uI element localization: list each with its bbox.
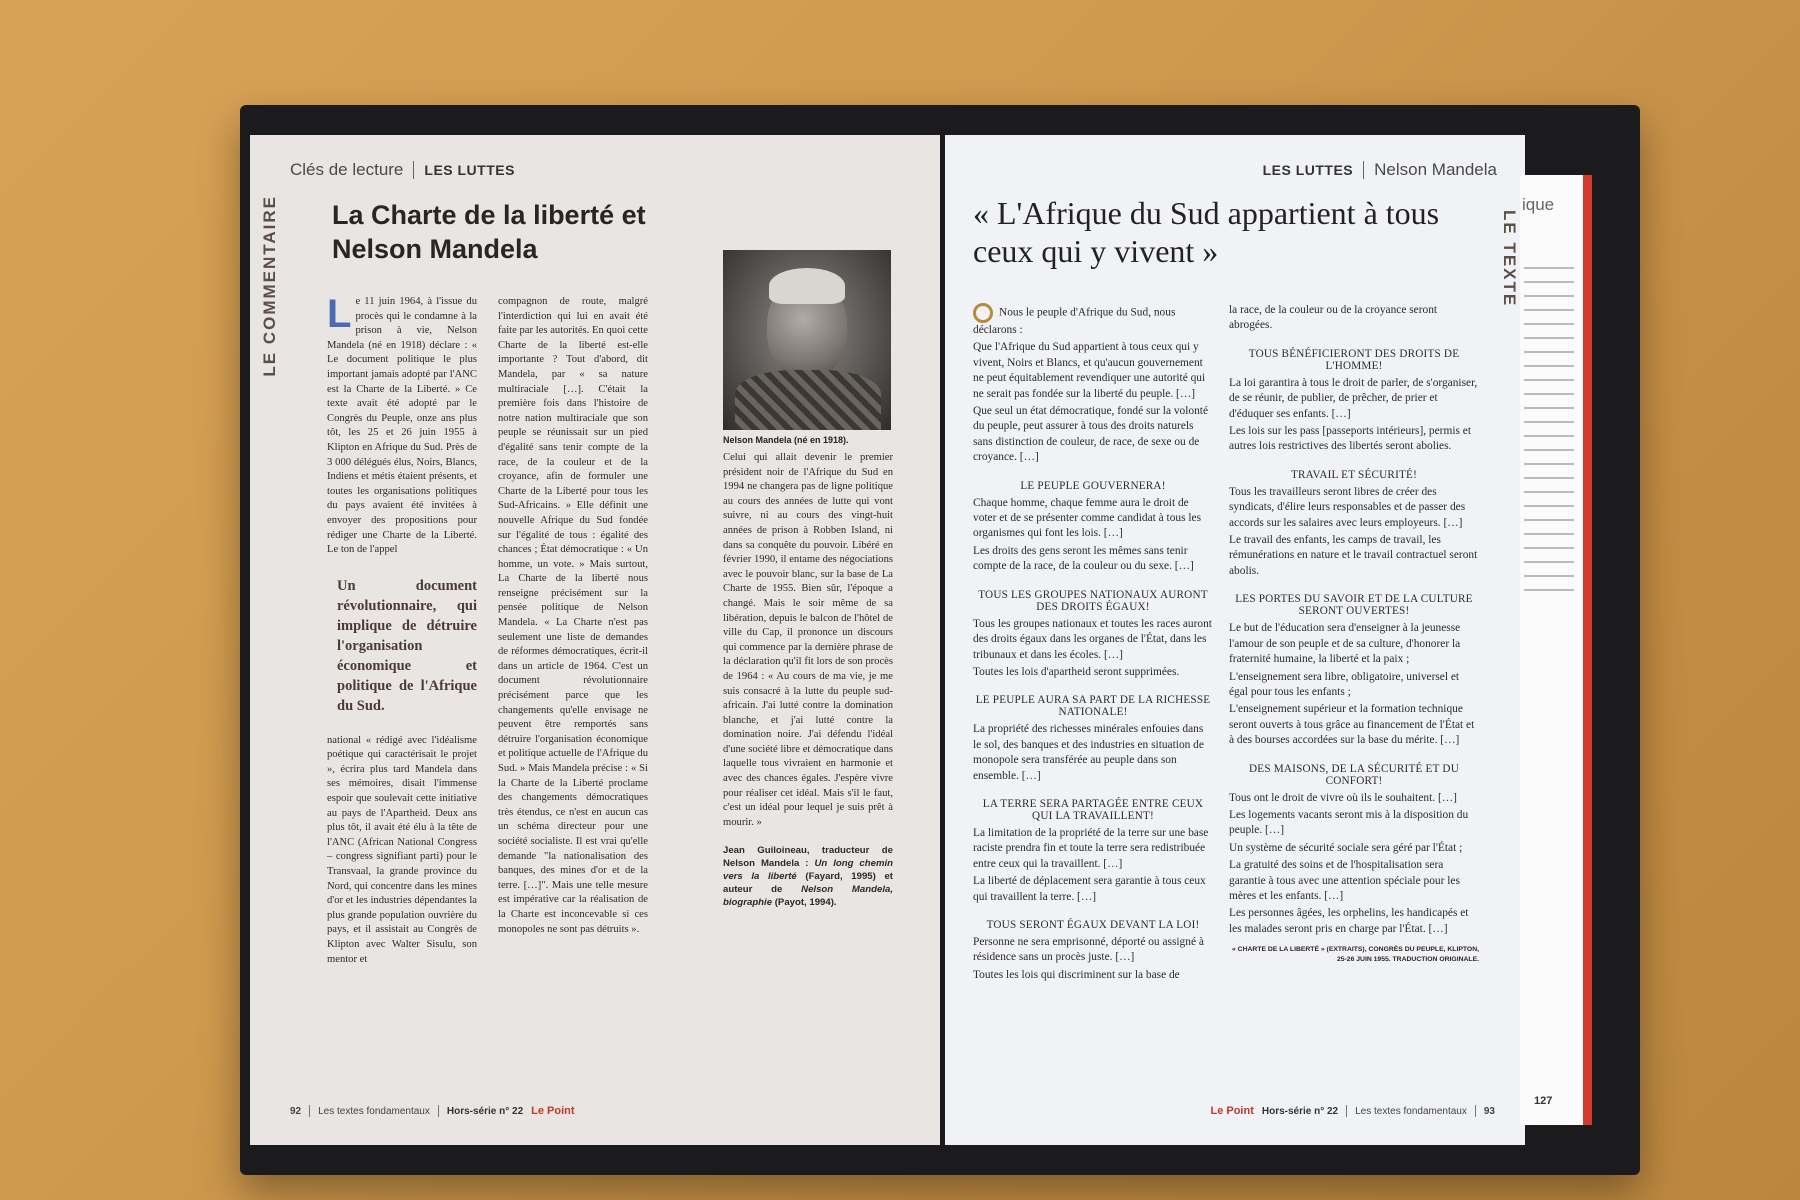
vertical-section-label: LE COMMENTAIRE (260, 195, 279, 377)
header-separator (413, 161, 414, 179)
credit-end: (Payot, 1994). (774, 897, 837, 909)
article-title: La Charte de la liberté et Nelson Mandela (332, 200, 646, 264)
charter-paragraph: La loi garantira à tous le droit de parler, de s'organiser, de se réunir, de publier, de prêcher, de prier et d'éduquer ses enfants. […] (1229, 376, 1478, 420)
charter-paragraph: la race, de la couleur ou de la croyance seront abrogées. (1229, 304, 1438, 332)
charter-paragraph: Toutes les lois qui discriminent sur la base de (973, 968, 1180, 981)
charter-paragraph: Tous les travailleurs seront libres de créer des syndicats, d'élire leurs responsables et de passer des accords sur les salaires avec leurs employeurs. […] (1229, 485, 1466, 529)
charter-paragraph: Personne ne sera emprisonné, déporté ou assigné à résidence sans un procès juste. […] (973, 935, 1204, 964)
column-3-text: Celui qui allait devenir le premier président noir de l'Afrique du Sud en 1994 ne changera pas de ligne politique au cours des années de lutte qui vont suivre, ni au cours des vingt-huit années de prison à Robben Island, ni dans sa conquête du pouvoir. Libéré en février 1990, il entame des négociations avec le pouvoir blanc, sur la base de La Charte de 1955. Bien sûr, l'époque a changé. Mais le soir même de sa libération, depuis le balcon de l'hôtel de ville du Cap, il prononce un discours qui commence par la dernière phrase de la déclaration qu'il fit lors de son procès de 1964 : « Au cours de ma vie, je me suis consacré à la lutte du peuple sud-africain. J'ai lutté contre la domination blanche, et j'ai lutté contre la domination noire. J'ai défendu l'idéal d'une société libre et démocratique dans laquelle tous vivraient en harmonie et avec des chances égales. J'espère vivre pour réaliser cet idéal. Mais s'il le faut, c'est un idéal pour lequel je suis prêt à mourir. » (723, 452, 893, 828)
header-separator (1363, 161, 1364, 179)
charter-paragraph: Les personnes âgées, les orphelins, les handicapés et les malades seront pris en charge par l'État. […] (1229, 907, 1469, 935)
footer-series: Les textes fondamentaux (318, 1105, 430, 1117)
ring-ornament-icon (973, 303, 993, 323)
next-page-header-fragment: ique (1522, 195, 1555, 214)
header-section: LES LUTTES (424, 162, 515, 178)
charter-paragraph: Que l'Afrique du Sud appartient à tous ceux qui y vivent, Noirs et Blancs, et qu'aucun gouvernement ne peut équitablement revendiquer une autorité qui ne serait pas fondée sur la liberté du peuple. […] (973, 341, 1206, 400)
charter-subheading: LE PEUPLE AURA SA PART DE LA RICHESSE NATIONALE! (975, 694, 1211, 719)
mandela-portrait (723, 250, 891, 430)
charter-paragraph: L'enseignement supérieur et la formation technique seront ouverts à tous grâce au financement de l'État et à des bourses accordées sur la base du mérite. […] (1229, 703, 1475, 747)
credit-book-2: Nelson Mandela, biographie (723, 884, 893, 909)
charter-paragraph: La limitation de la propriété de la terre sur une base raciste prendra fin et toute la terre sera redistribuée entre ceux qui la travaillent. […] (973, 826, 1209, 870)
credit-book-1: Un long chemin vers la liberté (723, 858, 893, 883)
author-credit (723, 844, 893, 909)
right-page (945, 135, 1525, 1145)
column-1-intro: e 11 juin 1964, à l'issue du procès qui le condamne à la prison à vie, Nelson Mandela (né en 1918) déclare : « Le document politique le plus important jamais adopté par l'ANC est la Charte de la Liberté. » Ce texte avait été adopté par le Congrès du Peuple, onze ans plus tôt, les 25 et 26 juin 1955 à Klipton en Afrique du Sud. Près de 3 000 délégués élus, Noirs, Blancs, Indiens et métis étaient présents, et toutes les organisations politiques du pays avaient été invitées à envoyer des propositions pour rédiger une Charte de la Liberté. Le ton de l'appel (327, 296, 477, 556)
charter-paragraph: Les lois sur les pass [passeports intérieurs], permis et autres lois restrictives des libertés seront abolies. (1229, 425, 1472, 453)
charter-paragraph: Le but de l'éducation sera d'enseigner à la jeunesse l'amour de son peuple et de sa culture, d'honorer la fraternité humaine, la liberté et la paix ; (1229, 622, 1461, 666)
left-page-footer (290, 1105, 575, 1117)
charter-title-quote: « L'Afrique du Sud appartient à tous ceux qui y vivent » (973, 195, 1440, 269)
credit-mid: (Fayard, 1995) et auteur de (723, 871, 893, 896)
charter-source: « CHARTE DE LA LIBERTÉ » (EXTRAITS), CONGRÈS DU PEUPLE, KLIPTON, 25-26 JUIN 1955. TRADUCTION ORIGINALE. (1232, 946, 1479, 964)
footer-separator (309, 1105, 310, 1117)
next-page-edge (1520, 175, 1592, 1125)
charter-paragraph: Les droits des gens seront les mêmes sans tenir compte de la race, de la couleur ou du sexe. […] (973, 544, 1194, 573)
portrait-hair (769, 268, 845, 304)
drop-cap: L (327, 292, 352, 336)
portrait-shirt (735, 370, 881, 430)
charter-subheading: TOUS LES GROUPES NATIONAUX AURONT DES DROITS ÉGAUX! (978, 588, 1208, 613)
footer-issue: Hors-série n° 22 (446, 1105, 524, 1117)
footer-brand: Le Point (1210, 1105, 1254, 1117)
charter-paragraph: Le travail des enfants, les camps de travail, les rémunérations en nature et le travail contractuel seront abolis. (1229, 534, 1478, 577)
charter-subheading: DES MAISONS, DE LA SÉCURITÉ ET DU CONFORT! (1249, 762, 1459, 787)
next-page-text-lines (1524, 255, 1574, 603)
charter-subheading: TRAVAIL ET SÉCURITÉ! (1290, 468, 1418, 481)
charter-subheading: TOUS SERONT ÉGAUX DEVANT LA LOI! (986, 918, 1200, 931)
column-1-rest: national « rédigé avec l'idéalisme poétique qui caractérisait le projet », écrira plus tard Mandela dans ses mémoires, disait l'immense espoir que soulevait cette initiative au pays de l'Apartheid. Deux ans plus tôt, il avait été élu à la tête de l'ANC (African National Congress – congress signifiant parti) pour le Transvaal, la grande province du Nord, qui concentre dans les mines d'or et les industries dépendantes la plus grande population ouvrière du pays, et il assistait au Congrès de Klipton avec Walter Sisulu, son mentor et (327, 734, 477, 965)
charter-paragraph: L'enseignement sera libre, obligatoire, universel et égal pour tous les enfants ; (1229, 670, 1460, 698)
charter-intro: Nous le peuple d'Afrique du Sud, nous déclarons : (973, 306, 1176, 336)
charter-paragraph: La propriété des richesses minérales enfouies dans le sol, des banques et des industries en situation de monopole sera transférée au peuple dans son ensemble. […] (973, 723, 1204, 782)
charter-paragraph: Que seul un état démocratique, fondé sur la volonté du peuple, peut assurer à tous des droits naturels sans distinction de couleur, de race, de sexe ou de croyance. […] (973, 405, 1209, 464)
charter-paragraph: Tous les groupes nationaux et toutes les races auront des droits égaux dans les organes de l'État, dans les tribunaux et dans les écoles. […] (973, 617, 1212, 661)
left-page (250, 135, 940, 1145)
charter-subheading: LA TERRE SERA PARTAGÉE ENTRE CEUX QUI LA TRAVAILLENT! (982, 797, 1204, 822)
charter-paragraph: Les logements vacants seront mis à la disposition du peuple. […] (1229, 808, 1469, 837)
footer-issue: Hors-série n° 22 (1261, 1105, 1339, 1117)
charter-subheading: LES PORTES DU SAVOIR ET DE LA CULTURE SERONT OUVERTES! (1235, 593, 1473, 618)
right-page-header (973, 160, 1497, 180)
header-prefix: Clés de lecture (290, 160, 404, 179)
page-number: 93 (1483, 1105, 1495, 1117)
right-page-footer (1210, 1105, 1495, 1117)
left-page-header (290, 160, 916, 180)
photo-caption: Nelson Mandela (né en 1918). (723, 435, 849, 445)
charter-paragraph: Un système de sécurité sociale sera géré par l'État ; (1229, 841, 1463, 854)
charter-paragraph: Toutes les lois d'apartheid seront supprimées. (973, 665, 1180, 678)
charter-subheading: TOUS BÉNÉFICIERONT DES DROITS DE L'HOMME! (1248, 347, 1460, 372)
charter-paragraph: La gratuité des soins et de l'hospitalisation sera garantie à tous avec une attention spéciale pour les mères et les enfants. […] (1229, 859, 1460, 902)
charter-paragraph: Chaque homme, chaque femme aura le droit de voter et de se présenter comme candidat à tous les organismes qui font les lois. […] (973, 496, 1202, 540)
footer-series: Les textes fondamentaux (1355, 1105, 1467, 1117)
pull-quote: Un document révolutionnaire, qui implique de détruire l'organisation économique et politique de l'Afrique du Sud. (337, 577, 477, 714)
charter-column-2 (1229, 303, 1479, 965)
charter-subheading: LE PEUPLE GOUVERNERA! (1020, 479, 1166, 492)
credit-name: Jean Guiloineau, traducteur de Nelson Mandela : (723, 845, 893, 870)
article-column-1 (327, 292, 477, 967)
vertical-section-label: LE TEXTE (1500, 210, 1519, 308)
page-number: 92 (290, 1105, 302, 1117)
charter-paragraph: La liberté de déplacement sera garantie à tous ceux qui travaillent la terre. […] (973, 875, 1206, 903)
header-section: LES LUTTES (1262, 162, 1354, 178)
charter-paragraph: Tous ont le droit de vivre où ils le souhaitent. […] (1229, 791, 1457, 804)
article-column-3 (723, 451, 893, 909)
footer-brand: Le Point (531, 1105, 575, 1117)
footer-separator (438, 1105, 439, 1117)
footer-separator (1346, 1105, 1347, 1117)
next-page-number: 127 (1534, 1095, 1553, 1107)
article-column-2: compagnon de route, malgré l'interdiction qui lui en avait été faite par les autorités. En quoi cette Charte de la liberté est-elle importante ? Tout d'abord, dit Mandela, par « sa nature multiraciale […]. C'était la première fois dans l'histoire de notre nation multiraciale que son peuple se réunissait sur un pied d'égalité sans tenir compte de la race, de la couleur et de la croyance, afin de formuler une Charte de la Liberté pour tous les Sud-Africains. » Elle définit une nouvelle Afrique du Sud fondée sur l'égalité de tous : égalité des chances ; État démocratique : « Un homme, un vote. » Mais surtout, La Charte de la liberté nous renseigne précisément sur la pensée politique de Nelson Mandela. « La Charte n'est pas seulement une liste de demandes de réformes démocratiques, écrit-il dans un article de 1964. C'est un document révolutionnaire précisément parce que les changements qu'elle envisage ne peuvent être remportés sans détruire l'organisation économique et politique actuelle de l'Afrique du Sud. » Mais Mandela précise : « Si la Charte de la Liberté proclame des changements démocratiques très étendus, ce n'est en aucun cas un schéma directeur pour une société socialiste. Il est vrai qu'elle demande "la nationalisation des banques, des mines d'or et de la terre. […]". Mais une telle mesure est impérative car la réalisation de la Charte est inconcevable si ces monopoles ne sont pas détruits ». (498, 296, 648, 935)
footer-separator (1475, 1105, 1476, 1117)
charter-column-1 (973, 303, 1213, 985)
header-suffix: Nelson Mandela (1374, 160, 1497, 179)
